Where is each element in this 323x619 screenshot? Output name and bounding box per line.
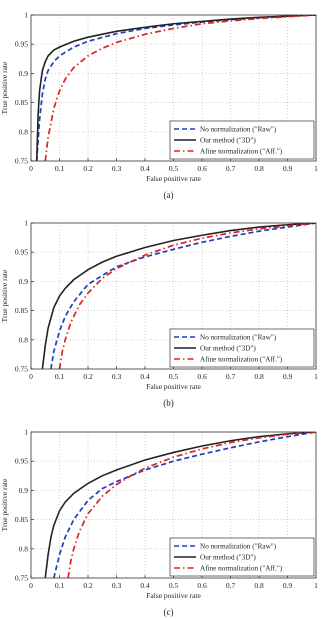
y-tick-label: 0.95: [14, 456, 28, 466]
x-tick-label: 0.9: [282, 581, 293, 590]
legend-label: Our method ("3D"): [200, 136, 256, 145]
x-tick-label: 0.4: [140, 372, 150, 381]
y-tick-label: 0.95: [14, 247, 28, 257]
x-tick-label: 0.2: [83, 372, 93, 381]
x-tick-label: 0.5: [168, 164, 179, 173]
legend-label: Our method ("3D"): [200, 553, 256, 562]
y-axis-label: True positive rate: [0, 61, 9, 115]
y-tick-label: 1: [24, 218, 28, 228]
y-tick-label: 0.85: [14, 515, 28, 525]
x-tick-label: 0.7: [225, 372, 236, 381]
y-tick-label: 0.8: [18, 544, 28, 554]
y-tick-label: 1: [24, 10, 28, 20]
x-tick-label: 0.1: [54, 372, 65, 381]
x-tick-label: 0.2: [83, 581, 93, 590]
x-tick-label: 0.4: [140, 581, 150, 590]
y-axis-label: True positive rate: [0, 269, 9, 323]
x-tick-label: 0.2: [83, 164, 93, 173]
y-tick-label: 0.9: [18, 485, 28, 495]
legend-label: No normalization ("Raw"): [200, 125, 277, 134]
x-tick-label: 0.3: [111, 164, 122, 173]
x-tick-label: 0.8: [254, 372, 264, 381]
y-tick-label: 0.8: [18, 335, 28, 345]
y-axis-label: True positive rate: [0, 478, 9, 532]
x-tick-label: 0.4: [140, 164, 150, 173]
y-tick-label: 0.75: [14, 573, 28, 583]
x-tick-label: 0.5: [168, 581, 179, 590]
chart-panel: [0, 428, 318, 618]
x-axis-label: False positive rate: [146, 174, 201, 183]
x-tick-label: 0.7: [225, 581, 236, 590]
panel-caption: (c): [163, 607, 174, 617]
panel-caption: (a): [163, 190, 174, 200]
x-tick-label: 0: [29, 581, 33, 590]
y-tick-label: 1: [24, 427, 28, 437]
legend-label: Afine normalization ("Aff."): [200, 564, 283, 573]
x-tick-label: 0: [29, 164, 33, 173]
x-tick-label: 0.1: [54, 164, 65, 173]
x-tick-label: 0.3: [111, 372, 122, 381]
x-tick-label: 0.7: [225, 164, 236, 173]
legend-label: Afine normalization ("Aff."): [200, 355, 283, 364]
x-tick-label: 0.5: [168, 372, 179, 381]
x-tick-label: 0: [29, 372, 33, 381]
legend-label: No normalization ("Raw"): [200, 542, 277, 551]
x-tick-label: 0.8: [254, 581, 264, 590]
x-tick-label: 0.9: [282, 164, 293, 173]
x-tick-label: 1: [314, 581, 318, 590]
y-tick-label: 0.85: [14, 98, 28, 108]
x-tick-label: 0.6: [197, 164, 207, 173]
x-tick-label: 0.8: [254, 164, 264, 173]
chart-panel: [0, 11, 318, 201]
x-tick-label: 1: [314, 164, 318, 173]
x-tick-label: 0.6: [197, 372, 207, 381]
chart-panel: [0, 219, 318, 409]
x-tick-label: 0.6: [197, 581, 207, 590]
y-tick-label: 0.9: [18, 276, 28, 286]
y-tick-label: 0.9: [18, 68, 28, 78]
legend-label: No normalization ("Raw"): [200, 333, 277, 342]
x-tick-label: 0.1: [54, 581, 65, 590]
x-tick-label: 0.3: [111, 581, 122, 590]
legend-label: Afine normalization ("Aff."): [200, 147, 283, 156]
y-tick-label: 0.8: [18, 127, 28, 137]
legend-label: Our method ("3D"): [200, 344, 256, 353]
x-tick-label: 1: [314, 372, 318, 381]
x-axis-label: False positive rate: [146, 382, 201, 391]
y-tick-label: 0.85: [14, 306, 28, 316]
x-tick-label: 0.9: [282, 372, 293, 381]
y-tick-label: 0.95: [14, 39, 28, 49]
y-tick-label: 0.75: [14, 156, 28, 166]
x-axis-label: False positive rate: [146, 591, 201, 600]
panel-caption: (b): [163, 398, 174, 408]
y-tick-label: 0.75: [14, 364, 28, 374]
